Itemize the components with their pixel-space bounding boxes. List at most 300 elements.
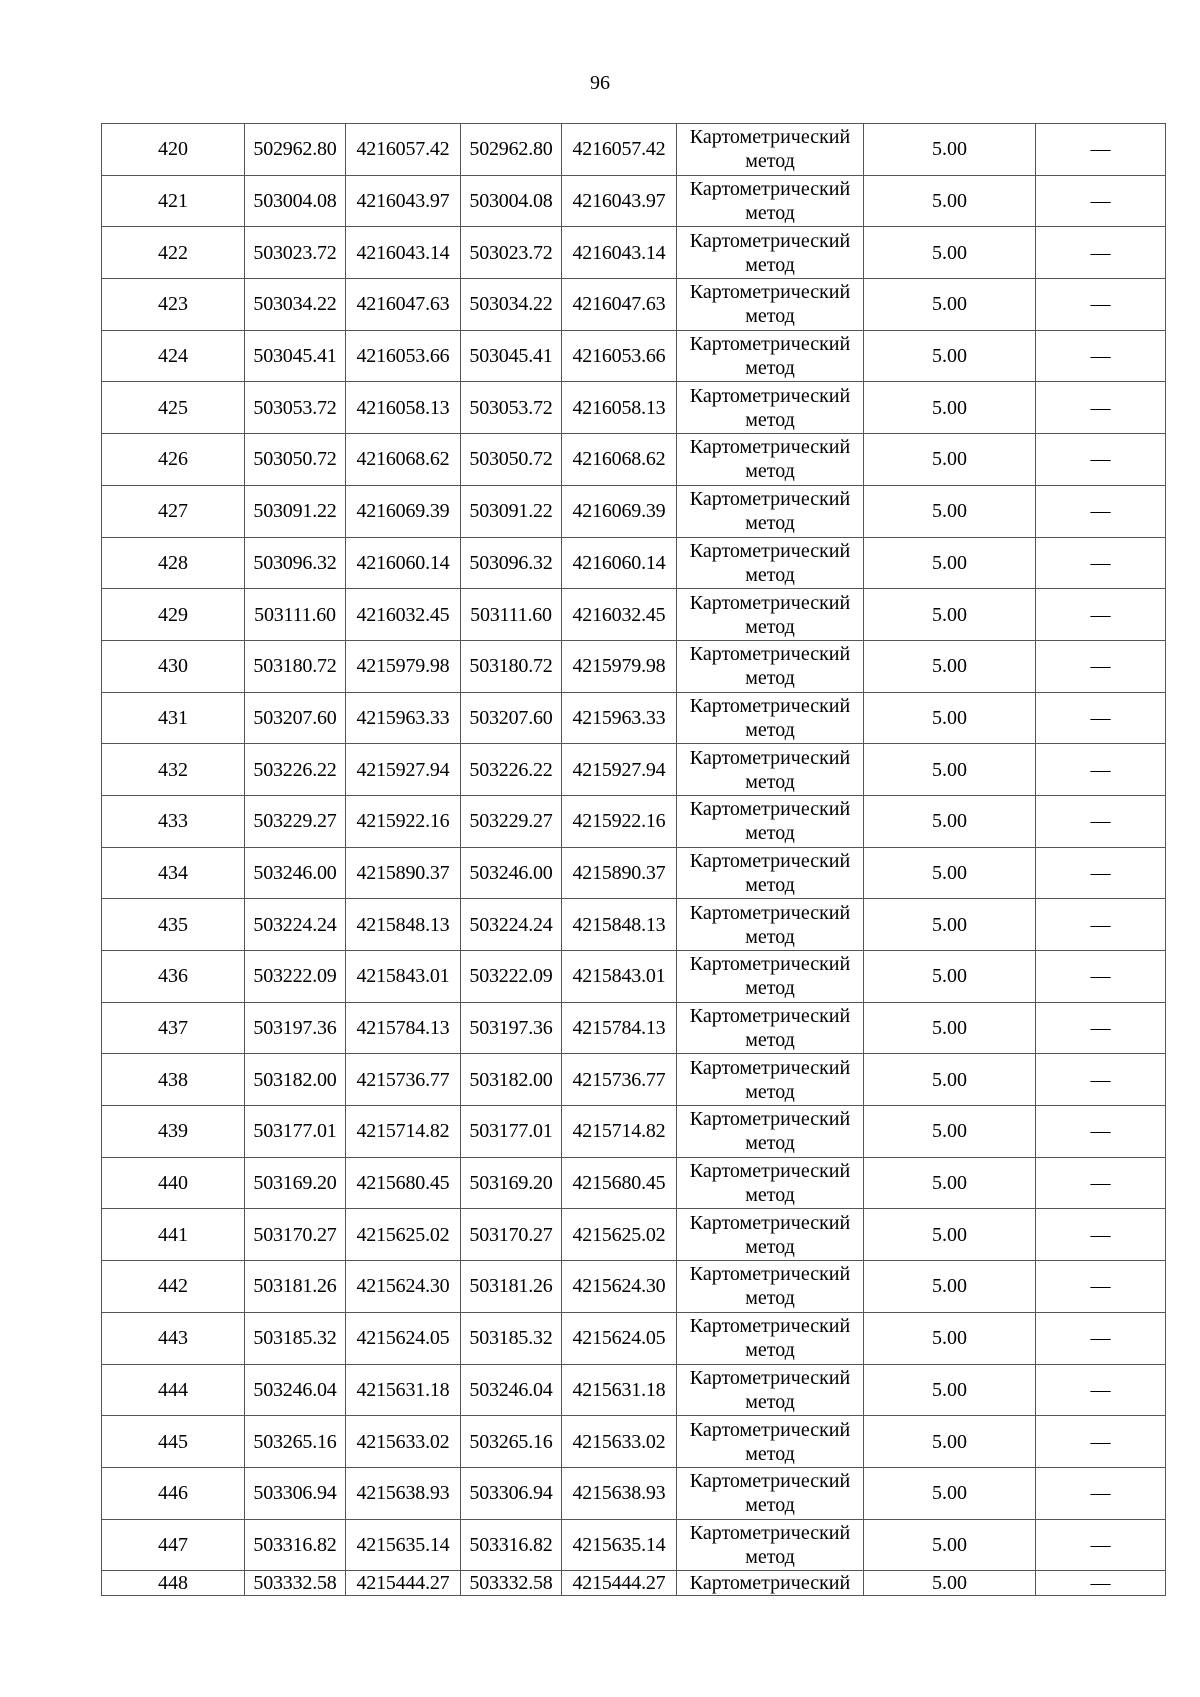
x-coordinate-cell: 503050.72 (245, 434, 346, 486)
note-cell: — (1036, 1519, 1166, 1571)
y-coordinate-new-cell: 4215444.27 (562, 1571, 677, 1596)
method-cell (677, 1157, 864, 1209)
point-number-cell: 429 (102, 589, 245, 641)
note-cell: — (1036, 951, 1166, 1003)
table-row (102, 1312, 1166, 1364)
table-row (102, 330, 1166, 382)
method-text-line: Картометрический (689, 1108, 851, 1131)
y-coordinate-new-cell: 4215927.94 (562, 744, 677, 796)
method-cell (677, 795, 864, 847)
x-coordinate-cell: 503226.22 (245, 744, 346, 796)
y-coordinate-cell: 4215631.18 (346, 1364, 461, 1416)
y-coordinate-cell: 4216043.14 (346, 227, 461, 279)
point-number-cell: 420 (102, 124, 245, 176)
y-coordinate-new-cell: 4216047.63 (562, 279, 677, 331)
y-coordinate-new-cell: 4215680.45 (562, 1157, 677, 1209)
method-text-line: метод (745, 1184, 795, 1207)
accuracy-cell: 5.00 (864, 1364, 1036, 1416)
note-cell: — (1036, 1261, 1166, 1313)
y-coordinate-new-cell: 4215963.33 (562, 692, 677, 744)
table-row (102, 1364, 1166, 1416)
table-row (102, 227, 1166, 279)
note-cell: — (1036, 227, 1166, 279)
x-coordinate-new-cell: 503182.00 (461, 1054, 562, 1106)
x-coordinate-cell: 503306.94 (245, 1467, 346, 1519)
method-text-line: Картометрический (689, 1366, 851, 1389)
x-coordinate-new-cell: 503226.22 (461, 744, 562, 796)
x-coordinate-cell: 503265.16 (245, 1416, 346, 1468)
table-row (102, 1416, 1166, 1468)
method-text-line: Картометрический (689, 539, 851, 562)
note-cell: — (1036, 537, 1166, 589)
accuracy-cell: 5.00 (864, 1209, 1036, 1261)
method-text-line: метод (745, 977, 795, 1000)
table-row (102, 434, 1166, 486)
x-coordinate-new-cell: 503316.82 (461, 1519, 562, 1571)
point-number-cell: 447 (102, 1519, 245, 1571)
x-coordinate-new-cell: 503180.72 (461, 640, 562, 692)
x-coordinate-cell: 503224.24 (245, 899, 346, 951)
accuracy-cell: 5.00 (864, 1106, 1036, 1158)
method-cell (677, 124, 864, 176)
note-cell: — (1036, 124, 1166, 176)
table-row (102, 1157, 1166, 1209)
accuracy-cell: 5.00 (864, 1416, 1036, 1468)
method-cell (677, 1416, 864, 1468)
y-coordinate-cell: 4216058.13 (346, 382, 461, 434)
method-cell (677, 537, 864, 589)
method-text-line: метод (745, 357, 795, 380)
y-coordinate-new-cell: 4215625.02 (562, 1209, 677, 1261)
y-coordinate-cell: 4215848.13 (346, 899, 461, 951)
table-row (102, 1519, 1166, 1571)
x-coordinate-cell: 503023.72 (245, 227, 346, 279)
point-number-cell: 423 (102, 279, 245, 331)
x-coordinate-new-cell: 503332.58 (461, 1571, 562, 1596)
point-number-cell: 438 (102, 1054, 245, 1106)
note-cell: — (1036, 899, 1166, 951)
x-coordinate-cell: 502962.80 (245, 124, 346, 176)
table-row (102, 175, 1166, 227)
method-text-line: метод (745, 305, 795, 328)
method-text-line: Картометрический (689, 1160, 851, 1183)
method-cell (677, 640, 864, 692)
method-text-line: метод (745, 253, 795, 276)
y-coordinate-cell: 4216032.45 (346, 589, 461, 641)
method-text-line: Картометрический (689, 1572, 851, 1595)
y-coordinate-new-cell: 4216069.39 (562, 485, 677, 537)
x-coordinate-new-cell: 503169.20 (461, 1157, 562, 1209)
y-coordinate-new-cell: 4216060.14 (562, 537, 677, 589)
x-coordinate-cell: 503045.41 (245, 330, 346, 382)
y-coordinate-new-cell: 4215736.77 (562, 1054, 677, 1106)
y-coordinate-cell: 4216057.42 (346, 124, 461, 176)
method-text-line: Картометрический (689, 746, 851, 769)
method-cell (677, 1261, 864, 1313)
accuracy-cell: 5.00 (864, 1054, 1036, 1106)
y-coordinate-cell: 4215736.77 (346, 1054, 461, 1106)
y-coordinate-new-cell: 4216058.13 (562, 382, 677, 434)
x-coordinate-cell: 503053.72 (245, 382, 346, 434)
method-text-line: метод (745, 1494, 795, 1517)
method-text-line: метод (745, 822, 795, 845)
y-coordinate-new-cell: 4215784.13 (562, 1002, 677, 1054)
note-cell: — (1036, 279, 1166, 331)
method-text-line: Картометрический (689, 488, 851, 511)
accuracy-cell: 5.00 (864, 227, 1036, 279)
x-coordinate-new-cell: 503177.01 (461, 1106, 562, 1158)
table-row (102, 1054, 1166, 1106)
y-coordinate-new-cell: 4215922.16 (562, 795, 677, 847)
note-cell: — (1036, 847, 1166, 899)
y-coordinate-new-cell: 4216032.45 (562, 589, 677, 641)
accuracy-cell: 5.00 (864, 1519, 1036, 1571)
table-row (102, 899, 1166, 951)
x-coordinate-cell: 503222.09 (245, 951, 346, 1003)
method-text-line: Картометрический (689, 436, 851, 459)
table-row (102, 485, 1166, 537)
y-coordinate-cell: 4215635.14 (346, 1519, 461, 1571)
note-cell: — (1036, 640, 1166, 692)
table-body (102, 124, 1166, 1596)
x-coordinate-cell: 503182.00 (245, 1054, 346, 1106)
method-cell (677, 1519, 864, 1571)
note-cell: — (1036, 795, 1166, 847)
method-text-line: метод (745, 1029, 795, 1052)
method-text-line: Картометрический (689, 591, 851, 614)
point-number-cell: 435 (102, 899, 245, 951)
note-cell: — (1036, 485, 1166, 537)
accuracy-cell: 5.00 (864, 1002, 1036, 1054)
table-row (102, 795, 1166, 847)
y-coordinate-cell: 4215680.45 (346, 1157, 461, 1209)
y-coordinate-cell: 4215843.01 (346, 951, 461, 1003)
point-number-cell: 430 (102, 640, 245, 692)
y-coordinate-new-cell: 4216043.97 (562, 175, 677, 227)
x-coordinate-cell: 503181.26 (245, 1261, 346, 1313)
method-text-line: Картометрический (689, 1263, 851, 1286)
y-coordinate-cell: 4216043.97 (346, 175, 461, 227)
point-number-cell: 434 (102, 847, 245, 899)
page-number: 96 (590, 72, 610, 94)
table-row (102, 640, 1166, 692)
table-row (102, 1002, 1166, 1054)
method-text-line: метод (745, 718, 795, 741)
table-row (102, 744, 1166, 796)
y-coordinate-new-cell: 4215890.37 (562, 847, 677, 899)
method-cell (677, 485, 864, 537)
method-text-line: метод (745, 1080, 795, 1103)
point-number-cell: 442 (102, 1261, 245, 1313)
accuracy-cell: 5.00 (864, 744, 1036, 796)
x-coordinate-new-cell: 502962.80 (461, 124, 562, 176)
note-cell: — (1036, 1364, 1166, 1416)
method-text-line: Картометрический (689, 1315, 851, 1338)
method-text-line: метод (745, 512, 795, 535)
method-cell (677, 589, 864, 641)
accuracy-cell: 5.00 (864, 485, 1036, 537)
point-number-cell: 436 (102, 951, 245, 1003)
method-text-line: метод (745, 873, 795, 896)
y-coordinate-cell: 4215963.33 (346, 692, 461, 744)
method-cell (677, 279, 864, 331)
x-coordinate-new-cell: 503185.32 (461, 1312, 562, 1364)
table-row (102, 124, 1166, 176)
x-coordinate-cell: 503177.01 (245, 1106, 346, 1158)
accuracy-cell: 5.00 (864, 330, 1036, 382)
x-coordinate-new-cell: 503229.27 (461, 795, 562, 847)
accuracy-cell: 5.00 (864, 589, 1036, 641)
note-cell: — (1036, 330, 1166, 382)
method-cell (677, 1571, 864, 1596)
y-coordinate-cell: 4216053.66 (346, 330, 461, 382)
method-cell (677, 1467, 864, 1519)
x-coordinate-new-cell: 503023.72 (461, 227, 562, 279)
method-text-line: Картометрический (689, 1521, 851, 1544)
accuracy-cell: 5.00 (864, 175, 1036, 227)
x-coordinate-new-cell: 503170.27 (461, 1209, 562, 1261)
method-cell (677, 692, 864, 744)
y-coordinate-new-cell: 4215635.14 (562, 1519, 677, 1571)
point-number-cell: 432 (102, 744, 245, 796)
method-text-line: Картометрический (689, 229, 851, 252)
y-coordinate-new-cell: 4215624.30 (562, 1261, 677, 1313)
method-text-line: Картометрический (689, 1470, 851, 1493)
point-number-cell: 428 (102, 537, 245, 589)
method-cell (677, 899, 864, 951)
x-coordinate-cell: 503246.00 (245, 847, 346, 899)
x-coordinate-new-cell: 503111.60 (461, 589, 562, 641)
y-coordinate-new-cell: 4215714.82 (562, 1106, 677, 1158)
note-cell: — (1036, 175, 1166, 227)
x-coordinate-new-cell: 503306.94 (461, 1467, 562, 1519)
y-coordinate-cell: 4215922.16 (346, 795, 461, 847)
y-coordinate-new-cell: 4215638.93 (562, 1467, 677, 1519)
x-coordinate-new-cell: 503050.72 (461, 434, 562, 486)
x-coordinate-new-cell: 503004.08 (461, 175, 562, 227)
y-coordinate-cell: 4215638.93 (346, 1467, 461, 1519)
method-text-line: Картометрический (689, 849, 851, 872)
accuracy-cell: 5.00 (864, 537, 1036, 589)
x-coordinate-cell: 503169.20 (245, 1157, 346, 1209)
note-cell: — (1036, 692, 1166, 744)
y-coordinate-new-cell: 4215979.98 (562, 640, 677, 692)
method-cell (677, 847, 864, 899)
note-cell: — (1036, 1002, 1166, 1054)
x-coordinate-cell: 503197.36 (245, 1002, 346, 1054)
x-coordinate-cell: 503096.32 (245, 537, 346, 589)
method-text-line: Картометрический (689, 1056, 851, 1079)
method-text-line: метод (745, 1339, 795, 1362)
y-coordinate-cell: 4215624.30 (346, 1261, 461, 1313)
point-number-cell: 444 (102, 1364, 245, 1416)
note-cell: — (1036, 1209, 1166, 1261)
accuracy-cell: 5.00 (864, 124, 1036, 176)
x-coordinate-new-cell: 503197.36 (461, 1002, 562, 1054)
table-row (102, 1467, 1166, 1519)
x-coordinate-cell: 503111.60 (245, 589, 346, 641)
y-coordinate-new-cell: 4216068.62 (562, 434, 677, 486)
y-coordinate-cell: 4215633.02 (346, 1416, 461, 1468)
accuracy-cell: 5.00 (864, 382, 1036, 434)
x-coordinate-new-cell: 503091.22 (461, 485, 562, 537)
x-coordinate-new-cell: 503246.00 (461, 847, 562, 899)
x-coordinate-new-cell: 503224.24 (461, 899, 562, 951)
method-text-line: Картометрический (689, 333, 851, 356)
point-number-cell: 431 (102, 692, 245, 744)
method-cell (677, 951, 864, 1003)
x-coordinate-cell: 503185.32 (245, 1312, 346, 1364)
x-coordinate-new-cell: 503034.22 (461, 279, 562, 331)
y-coordinate-cell: 4216060.14 (346, 537, 461, 589)
y-coordinate-new-cell: 4215624.05 (562, 1312, 677, 1364)
point-number-cell: 427 (102, 485, 245, 537)
x-coordinate-cell: 503332.58 (245, 1571, 346, 1596)
table-row (102, 951, 1166, 1003)
y-coordinate-new-cell: 4216057.42 (562, 124, 677, 176)
method-cell (677, 1106, 864, 1158)
table-row (102, 847, 1166, 899)
note-cell: — (1036, 382, 1166, 434)
y-coordinate-cell: 4215784.13 (346, 1002, 461, 1054)
method-cell (677, 227, 864, 279)
x-coordinate-cell: 503207.60 (245, 692, 346, 744)
x-coordinate-new-cell: 503265.16 (461, 1416, 562, 1468)
y-coordinate-cell: 4215927.94 (346, 744, 461, 796)
table-row (102, 1571, 1166, 1596)
method-text-line: метод (745, 770, 795, 793)
accuracy-cell: 5.00 (864, 1571, 1036, 1596)
method-text-line: Картометрический (689, 178, 851, 201)
point-number-cell: 439 (102, 1106, 245, 1158)
y-coordinate-cell: 4216069.39 (346, 485, 461, 537)
y-coordinate-new-cell: 4216043.14 (562, 227, 677, 279)
method-text-line: метод (745, 615, 795, 638)
accuracy-cell: 5.00 (864, 899, 1036, 951)
method-cell (677, 434, 864, 486)
note-cell: — (1036, 434, 1166, 486)
method-text-line: метод (745, 1287, 795, 1310)
y-coordinate-cell: 4215714.82 (346, 1106, 461, 1158)
method-cell (677, 1054, 864, 1106)
note-cell: — (1036, 589, 1166, 641)
method-cell (677, 175, 864, 227)
accuracy-cell: 5.00 (864, 279, 1036, 331)
note-cell: — (1036, 1571, 1166, 1596)
note-cell: — (1036, 1416, 1166, 1468)
method-text-line: метод (745, 408, 795, 431)
method-text-line: Картометрический (689, 694, 851, 717)
y-coordinate-cell: 4216068.62 (346, 434, 461, 486)
accuracy-cell: 5.00 (864, 434, 1036, 486)
point-number-cell: 433 (102, 795, 245, 847)
x-coordinate-cell: 503034.22 (245, 279, 346, 331)
method-text-line: Картометрический (689, 953, 851, 976)
y-coordinate-cell: 4215625.02 (346, 1209, 461, 1261)
x-coordinate-cell: 503180.72 (245, 640, 346, 692)
method-text-line: Картометрический (689, 281, 851, 304)
y-coordinate-new-cell: 4215631.18 (562, 1364, 677, 1416)
point-number-cell: 424 (102, 330, 245, 382)
method-text-line: Картометрический (689, 384, 851, 407)
x-coordinate-new-cell: 503246.04 (461, 1364, 562, 1416)
x-coordinate-cell: 503004.08 (245, 175, 346, 227)
x-coordinate-cell: 503170.27 (245, 1209, 346, 1261)
method-text-line: метод (745, 1235, 795, 1258)
point-number-cell: 421 (102, 175, 245, 227)
method-text-line: метод (745, 667, 795, 690)
x-coordinate-new-cell: 503045.41 (461, 330, 562, 382)
table-row (102, 1209, 1166, 1261)
method-text-line: Картометрический (689, 126, 851, 149)
method-text-line: Картометрический (689, 643, 851, 666)
method-cell (677, 1312, 864, 1364)
y-coordinate-cell: 4215890.37 (346, 847, 461, 899)
point-number-cell: 425 (102, 382, 245, 434)
note-cell: — (1036, 1106, 1166, 1158)
y-coordinate-new-cell: 4215848.13 (562, 899, 677, 951)
y-coordinate-cell: 4215444.27 (346, 1571, 461, 1596)
accuracy-cell: 5.00 (864, 640, 1036, 692)
accuracy-cell: 5.00 (864, 795, 1036, 847)
table-row (102, 382, 1166, 434)
method-text-line: метод (745, 1390, 795, 1413)
note-cell: — (1036, 1157, 1166, 1209)
table-row (102, 279, 1166, 331)
point-number-cell: 422 (102, 227, 245, 279)
y-coordinate-cell: 4216047.63 (346, 279, 461, 331)
method-cell (677, 744, 864, 796)
method-text-line: Картометрический (689, 798, 851, 821)
table-row (102, 1106, 1166, 1158)
accuracy-cell: 5.00 (864, 847, 1036, 899)
method-text-line: Картометрический (689, 1211, 851, 1234)
y-coordinate-cell: 4215624.05 (346, 1312, 461, 1364)
method-cell (677, 330, 864, 382)
y-coordinate-cell: 4215979.98 (346, 640, 461, 692)
coordinates-table (101, 123, 1166, 1596)
method-text-line: метод (745, 202, 795, 225)
method-cell (677, 1209, 864, 1261)
y-coordinate-new-cell: 4216053.66 (562, 330, 677, 382)
point-number-cell: 437 (102, 1002, 245, 1054)
method-cell (677, 1364, 864, 1416)
y-coordinate-new-cell: 4215843.01 (562, 951, 677, 1003)
x-coordinate-cell: 503091.22 (245, 485, 346, 537)
x-coordinate-new-cell: 503222.09 (461, 951, 562, 1003)
method-cell (677, 1002, 864, 1054)
accuracy-cell: 5.00 (864, 1261, 1036, 1313)
method-text-line: метод (745, 1442, 795, 1465)
table-row (102, 1261, 1166, 1313)
method-cell (677, 382, 864, 434)
accuracy-cell: 5.00 (864, 1312, 1036, 1364)
note-cell: — (1036, 744, 1166, 796)
accuracy-cell: 5.00 (864, 1157, 1036, 1209)
accuracy-cell: 5.00 (864, 692, 1036, 744)
y-coordinate-new-cell: 4215633.02 (562, 1416, 677, 1468)
point-number-cell: 445 (102, 1416, 245, 1468)
point-number-cell: 443 (102, 1312, 245, 1364)
x-coordinate-new-cell: 503181.26 (461, 1261, 562, 1313)
point-number-cell: 448 (102, 1571, 245, 1596)
method-text-line: метод (745, 563, 795, 586)
x-coordinate-new-cell: 503207.60 (461, 692, 562, 744)
point-number-cell: 446 (102, 1467, 245, 1519)
x-coordinate-cell: 503229.27 (245, 795, 346, 847)
method-text-line: метод (745, 460, 795, 483)
x-coordinate-cell: 503316.82 (245, 1519, 346, 1571)
